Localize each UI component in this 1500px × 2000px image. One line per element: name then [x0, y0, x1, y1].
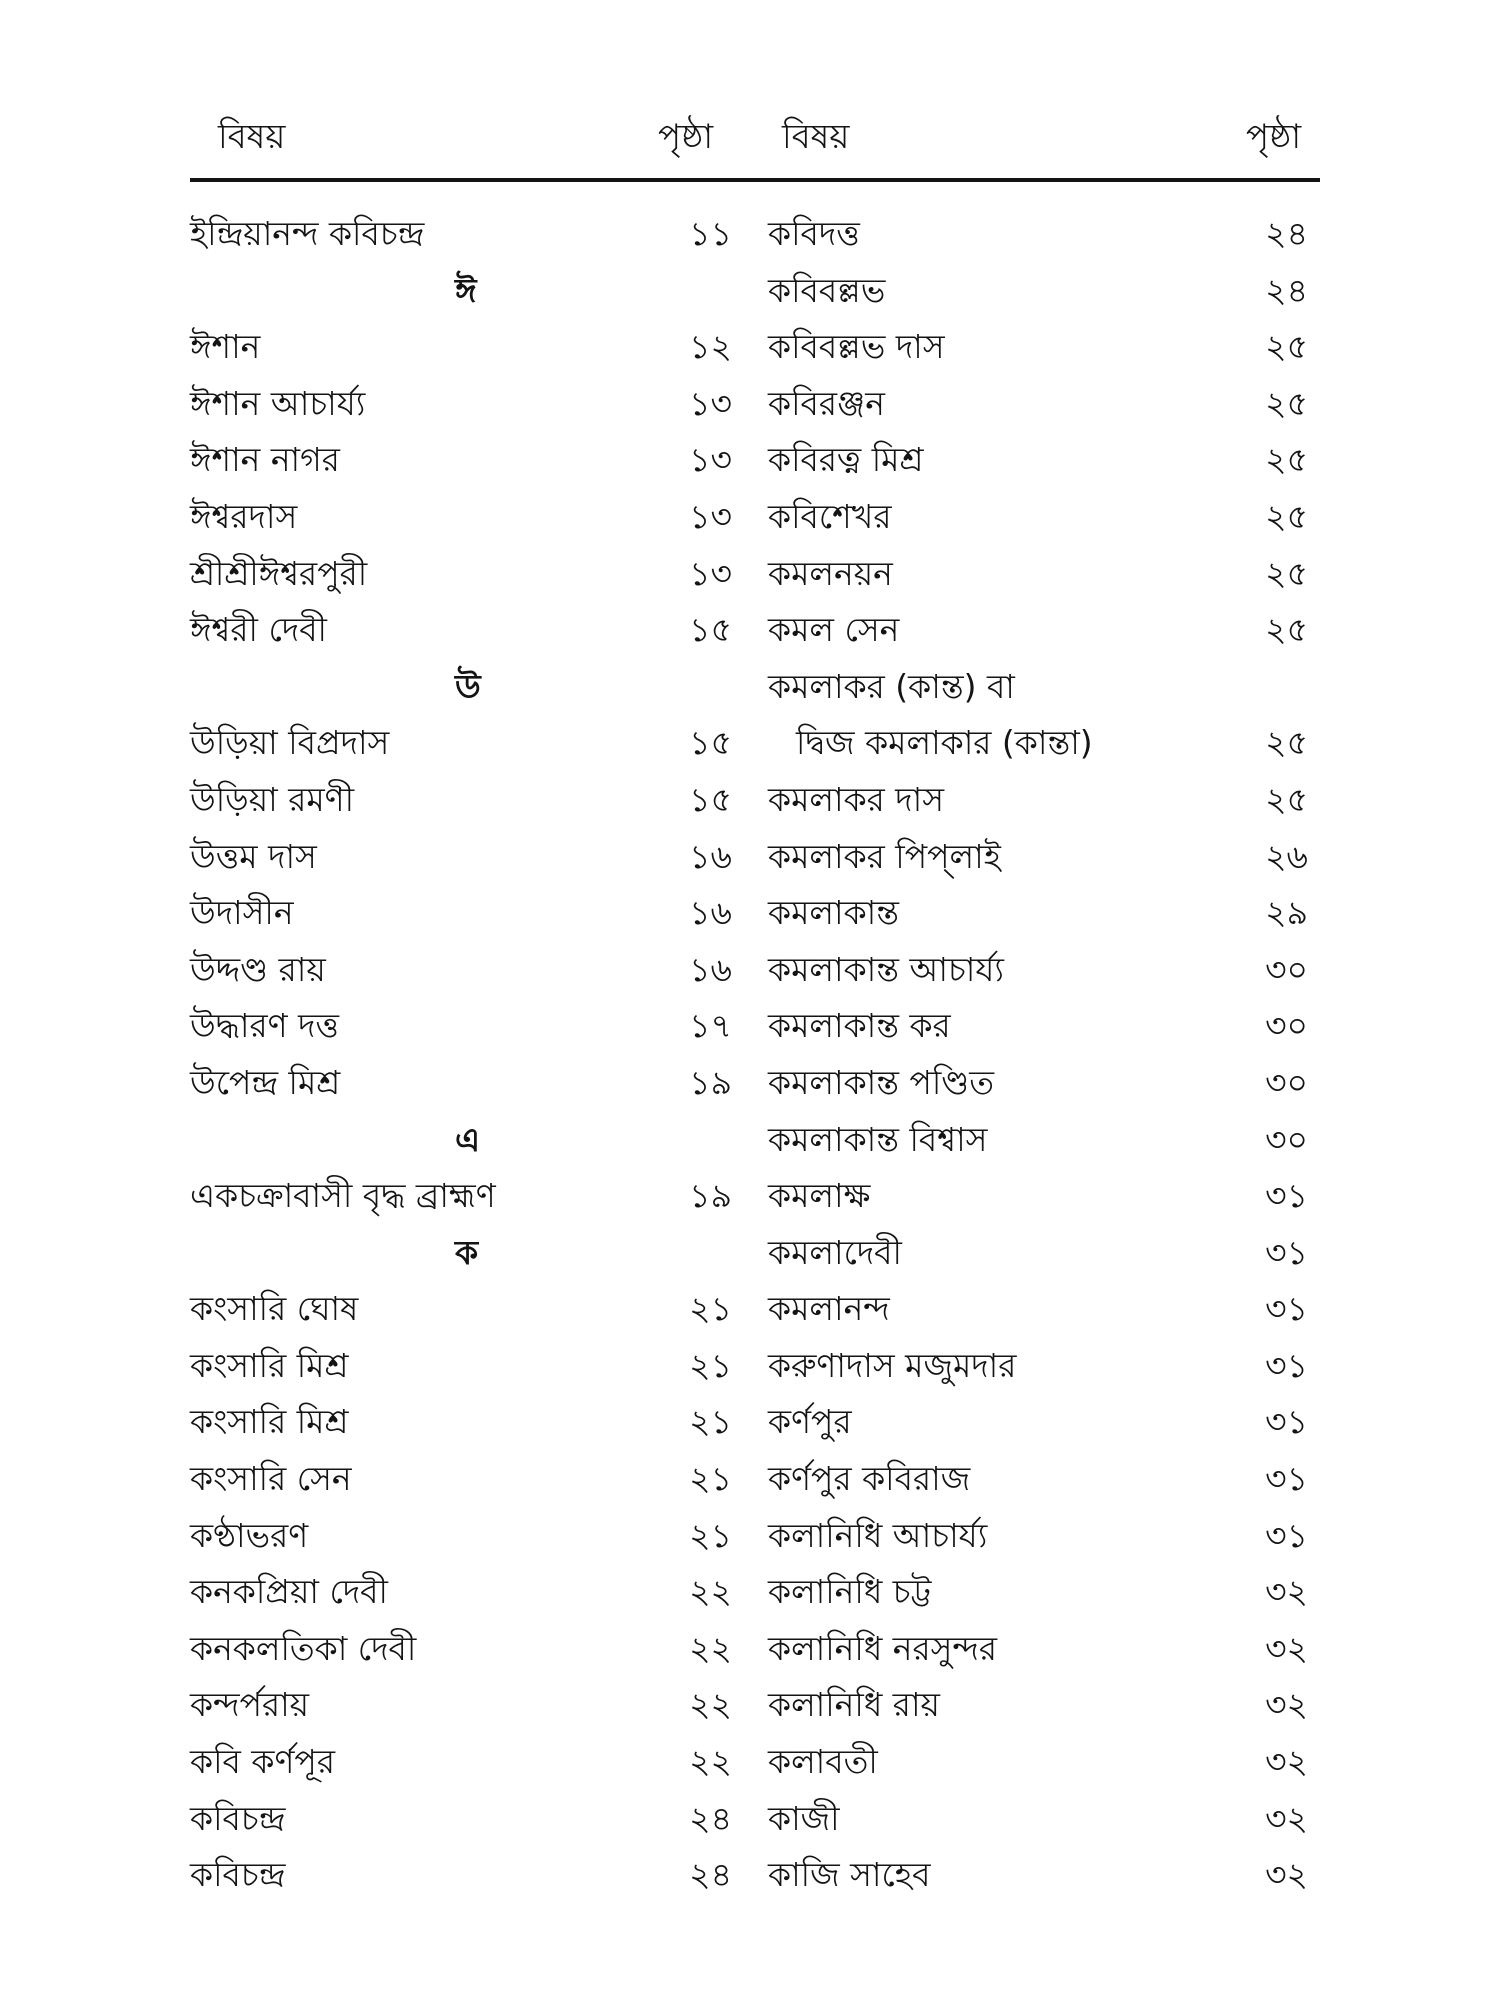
entry-title: কবিরত্ন মিশ্র	[768, 440, 924, 480]
entry-page-number: ২৫	[1265, 440, 1308, 480]
entry-page-number: ১৯	[689, 1062, 732, 1102]
index-entry-row	[0, 1168, 750, 1225]
entry-page-number: ৩১	[1265, 1402, 1308, 1442]
section-letter-row	[0, 659, 750, 716]
index-entry-row	[750, 1394, 1330, 1451]
entry-page-number: ১১	[689, 214, 732, 253]
index-entry-row	[750, 1451, 1330, 1508]
index-entry-row	[750, 1847, 1330, 1904]
entry-title: কবিরঞ্জন	[768, 383, 885, 423]
entry-page-number: ৩২	[1265, 1855, 1308, 1895]
entry-title: কবিদত্ত	[768, 214, 860, 253]
entry-title: কমলাকান্ত কর	[768, 1006, 951, 1046]
left-subject-header: বিষয়	[218, 117, 286, 157]
right-index-column	[750, 206, 1330, 1904]
entry-title: উদ্দণ্ড রায়	[190, 949, 326, 989]
entry-title: কবিচন্দ্র	[190, 1798, 286, 1838]
entry-title: কলানিধি নরসুন্দর	[768, 1628, 998, 1668]
index-entry-row	[0, 1394, 750, 1451]
index-entry-row	[0, 1791, 750, 1848]
entry-page-number: ১৭	[689, 1006, 732, 1046]
index-entry-row	[750, 602, 1330, 659]
entry-page-number: ১৩	[689, 383, 732, 423]
entry-title: কমলানন্দ	[768, 1289, 890, 1329]
entry-title: কমলাকান্ত আচার্য্য	[768, 949, 1004, 989]
header-divider	[190, 178, 1320, 182]
index-entry-row	[0, 1677, 750, 1734]
entry-title: কলাবতী	[768, 1742, 878, 1782]
entry-page-number: ১৩	[689, 496, 732, 536]
entry-page-number: ১৩	[689, 553, 732, 593]
index-entry-row	[0, 376, 750, 433]
entry-title: কলানিধি আচার্য্য	[768, 1515, 988, 1555]
index-entry-row	[750, 1281, 1330, 1338]
left-page-header: পৃষ্ঠা	[658, 117, 714, 157]
entry-page-number: ২৫	[1265, 383, 1308, 423]
entry-page-number: ২৪	[689, 1798, 732, 1838]
entry-title: উদ্ধারণ দত্ত	[190, 1006, 340, 1046]
entry-title: কমলাক্ষ	[768, 1176, 871, 1216]
index-entry-row	[750, 715, 1330, 772]
entry-title: ঈশ্বরী দেবী	[190, 610, 327, 650]
section-letter-row	[0, 1112, 750, 1169]
entry-title: কমল সেন	[768, 610, 900, 650]
index-entry-row	[750, 1791, 1330, 1848]
index-entry-row	[0, 942, 750, 999]
entry-page-number: ৩২	[1265, 1685, 1308, 1725]
index-entry-row	[750, 432, 1330, 489]
entry-page-number: ৩১	[1265, 1459, 1308, 1499]
entry-page-number: ৩২	[1265, 1572, 1308, 1612]
entry-title: কংসারি মিশ্র	[190, 1345, 349, 1385]
entry-page-number: ১৬	[689, 893, 732, 933]
index-entry-row	[0, 546, 750, 603]
entry-page-number: ১৫	[689, 610, 732, 650]
section-letter: ক	[455, 1232, 479, 1272]
entry-title: ঈশ্বরদাস	[190, 496, 298, 536]
index-entry-row	[0, 772, 750, 829]
entry-title: কংসারি সেন	[190, 1459, 352, 1499]
entry-page-number: ২২	[689, 1628, 732, 1668]
index-entry-row	[750, 885, 1330, 942]
index-entry-row	[0, 1055, 750, 1112]
index-entry-row	[750, 1734, 1330, 1791]
entry-page-number: ১৫	[689, 723, 732, 763]
entry-title: কণ্ঠাভরণ	[190, 1515, 309, 1555]
entry-title: কর্ণপুর কবিরাজ	[768, 1459, 971, 1499]
entry-page-number: ৩১	[1265, 1289, 1308, 1329]
index-entry-row	[750, 206, 1330, 263]
entry-title: কমলাদেবী	[768, 1232, 902, 1272]
entry-page-number: ৩১	[1265, 1176, 1308, 1216]
entry-title: কমলাকান্ত বিশ্বাস	[768, 1119, 988, 1159]
entry-title: শ্রীশ্রীঈশ্বরপুরী	[190, 553, 368, 593]
entry-title: কলানিধি চট্ট	[768, 1572, 932, 1612]
entry-page-number: ২৪	[1265, 214, 1308, 253]
entry-title: একচক্রাবাসী বৃদ্ধ ব্রাহ্মণ	[190, 1176, 496, 1216]
index-entry-row	[0, 602, 750, 659]
entry-title: কাজী	[768, 1798, 840, 1838]
entry-title: কবিবল্লভ	[768, 270, 886, 310]
index-entry-row	[0, 319, 750, 376]
index-entry-row	[0, 829, 750, 886]
entry-page-number: ২৫	[1265, 723, 1308, 763]
entry-page-number: ৩২	[1265, 1628, 1308, 1668]
entry-page-number: ২১	[689, 1459, 732, 1499]
entry-title: কমলাকর (কান্ত) বা	[768, 666, 1015, 706]
left-index-column	[0, 206, 750, 1904]
entry-page-number: ২৫	[1265, 779, 1308, 819]
entry-title: ঈশান নাগর	[190, 440, 340, 480]
index-entry-row	[0, 1451, 750, 1508]
index-entry-row	[750, 829, 1330, 886]
index-entry-row	[750, 546, 1330, 603]
entry-page-number: ২৪	[1265, 270, 1308, 310]
index-entry-row	[0, 206, 750, 263]
index-entry-row	[750, 319, 1330, 376]
entry-page-number: ৩২	[1265, 1798, 1308, 1838]
entry-page-number: ১৫	[689, 779, 732, 819]
right-page-header: পৃষ্ঠা	[1246, 117, 1302, 157]
entry-title: উপেন্দ্র মিশ্র	[190, 1062, 341, 1102]
index-entry-row	[750, 942, 1330, 999]
entry-page-number: ৩০	[1265, 1006, 1308, 1046]
entry-page-number: ২৫	[1265, 496, 1308, 536]
index-entry-row	[750, 1338, 1330, 1395]
entry-title: করুণাদাস মজুমদার	[768, 1345, 1017, 1385]
index-entry-row	[750, 772, 1330, 829]
entry-page-number: ৩১	[1265, 1345, 1308, 1385]
entry-title: কাজি সাহেব	[768, 1855, 931, 1895]
entry-page-number: ১২	[689, 327, 732, 367]
index-entry-row	[750, 489, 1330, 546]
entry-page-number: ৩১	[1265, 1232, 1308, 1272]
entry-title: কবিচন্দ্র	[190, 1855, 286, 1895]
index-entry-row	[750, 1621, 1330, 1678]
entry-title: উড়িয়া রমণী	[190, 779, 355, 819]
entry-title: কনকপ্রিয়া দেবী	[190, 1572, 388, 1612]
entry-title: কমলাকান্ত	[768, 893, 899, 933]
index-entry-row	[750, 659, 1330, 716]
entry-page-number: ২৯	[1265, 893, 1308, 933]
entry-title: কনকলতিকা দেবী	[190, 1628, 417, 1668]
entry-page-number: ১৬	[689, 949, 732, 989]
entry-page-number: ২৫	[1265, 327, 1308, 367]
index-entry-row	[750, 1055, 1330, 1112]
section-letter: এ	[455, 1119, 481, 1159]
entry-title: ঈশান	[190, 327, 261, 367]
entry-title: কমলাকর দাস	[768, 779, 945, 819]
entry-title: উড়িয়া বিপ্রদাস	[190, 723, 390, 763]
index-entry-row	[0, 885, 750, 942]
entry-title: কর্ণপুর	[768, 1402, 852, 1442]
entry-page-number: ২৪	[689, 1855, 732, 1895]
entry-page-number: ১৩	[689, 440, 732, 480]
index-entry-row	[0, 1281, 750, 1338]
entry-page-number: ৩০	[1265, 1062, 1308, 1102]
index-entry-row	[0, 715, 750, 772]
entry-page-number: ৩০	[1265, 949, 1308, 989]
index-entry-row	[750, 1677, 1330, 1734]
entry-page-number: ২৬	[1265, 836, 1308, 876]
index-entry-row	[750, 998, 1330, 1055]
index-entry-row	[750, 1508, 1330, 1565]
entry-page-number: ১৬	[689, 836, 732, 876]
section-letter: ঈ	[455, 270, 477, 310]
entry-page-number: ২৫	[1265, 610, 1308, 650]
section-letter-row	[0, 263, 750, 320]
entry-page-number: ২৫	[1265, 553, 1308, 593]
entry-title: ঈশান আচার্য্য	[190, 383, 366, 423]
index-entry-row	[0, 1621, 750, 1678]
index-entry-row	[750, 1225, 1330, 1282]
index-entry-row	[0, 432, 750, 489]
entry-page-number: ৩১	[1265, 1515, 1308, 1555]
entry-title: কংসারি মিশ্র	[190, 1402, 349, 1442]
index-entry-row	[0, 1734, 750, 1791]
entry-title: উত্তম দাস	[190, 836, 317, 876]
section-letter: উ	[455, 666, 481, 706]
index-entry-row	[750, 376, 1330, 433]
entry-page-number: ৩২	[1265, 1742, 1308, 1782]
entry-title: কন্দর্পরায়	[190, 1685, 310, 1725]
index-entry-row	[750, 263, 1330, 320]
entry-title: কবি কর্ণপূর	[190, 1742, 335, 1782]
entry-page-number: ২২	[689, 1742, 732, 1782]
entry-title: কংসারি ঘোষ	[190, 1289, 359, 1329]
index-entry-row	[750, 1564, 1330, 1621]
index-entry-row	[750, 1112, 1330, 1169]
entry-title: কমলাকান্ত পণ্ডিত	[768, 1062, 995, 1102]
entry-title: ইন্দ্রিয়ানন্দ কবিচন্দ্র	[190, 214, 425, 253]
index-entry-row	[750, 1168, 1330, 1225]
entry-page-number: ২২	[689, 1685, 732, 1725]
index-entry-row	[0, 489, 750, 546]
entry-title: উদাসীন	[190, 893, 294, 933]
entry-page-number: ৩০	[1265, 1119, 1308, 1159]
entry-title: কলানিধি রায়	[768, 1685, 940, 1725]
index-entry-row	[0, 1508, 750, 1565]
entry-title: দ্বিজ কমলাকার (কান্তা)	[796, 723, 1093, 763]
entry-title: কবিশেখর	[768, 496, 892, 536]
entry-page-number: ২১	[689, 1289, 732, 1329]
entry-page-number: ২১	[689, 1345, 732, 1385]
index-entry-row	[0, 1338, 750, 1395]
entry-page-number: ২১	[689, 1515, 732, 1555]
index-entry-row	[0, 998, 750, 1055]
right-subject-header: বিষয়	[782, 117, 850, 157]
entry-page-number: ২২	[689, 1572, 732, 1612]
index-entry-row	[0, 1847, 750, 1904]
index-entry-row	[0, 1564, 750, 1621]
entry-page-number: ১৯	[689, 1176, 732, 1216]
entry-page-number: ২১	[689, 1402, 732, 1442]
entry-title: কমলাকর পিপ্‌লাই	[768, 836, 1001, 876]
entry-title: কবিবল্লভ দাস	[768, 327, 945, 367]
entry-title: কমলনয়ন	[768, 553, 893, 593]
section-letter-row	[0, 1225, 750, 1282]
